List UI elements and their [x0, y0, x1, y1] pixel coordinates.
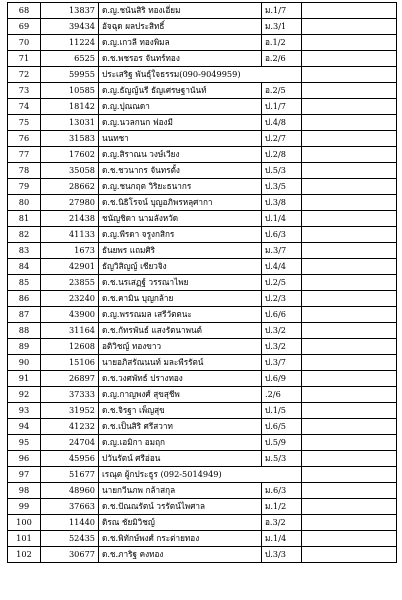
table-row	[8, 499, 397, 515]
blank-cell	[302, 323, 397, 339]
table-row	[8, 419, 397, 435]
table-row	[8, 371, 397, 387]
table-row	[8, 339, 397, 355]
table-row	[8, 275, 397, 291]
student-id-cell: 23855	[41, 275, 99, 291]
blank-cell	[302, 515, 397, 531]
table-row	[8, 307, 397, 323]
class-cell: ม.6/3	[262, 483, 302, 499]
class-cell: ป.1/7	[262, 99, 302, 115]
row-number-cell: 72	[8, 67, 41, 83]
blank-cell	[302, 371, 397, 387]
table-row	[8, 147, 397, 163]
class-cell: ม.1/7	[262, 3, 302, 19]
blank-cell	[302, 259, 397, 275]
table-row	[8, 99, 397, 115]
student-id-cell: 17602	[41, 147, 99, 163]
table-row	[8, 131, 397, 147]
student-name-cell: ด.ช.วงศพัทธ์ ปรางทอง	[99, 371, 262, 387]
student-name-cell: อัจฉุด ผลประสิทธิ์	[99, 19, 262, 35]
row-number-cell: 87	[8, 307, 41, 323]
table-row	[8, 115, 397, 131]
class-cell: อ.1/2	[262, 35, 302, 51]
row-number-cell: 89	[8, 339, 41, 355]
table-row	[8, 483, 397, 499]
student-table	[7, 2, 397, 563]
student-id-cell: 30677	[41, 547, 99, 563]
class-cell: ป.6/6	[262, 307, 302, 323]
student-id-cell: 26897	[41, 371, 99, 387]
student-id-cell: 41133	[41, 227, 99, 243]
blank-cell	[302, 339, 397, 355]
student-id-cell: 1673	[41, 243, 99, 259]
student-name-cell: ด.ญ.กาญพงศ์ สุขสุชีพ	[99, 387, 262, 403]
row-number-cell: 70	[8, 35, 41, 51]
table-row	[8, 19, 397, 35]
student-name-cell: ด.ญ.ปุณณดา	[99, 99, 262, 115]
class-cell: ป.4/8	[262, 115, 302, 131]
student-name-cell: ด.ญ.ชนันสิริ ทองเอี่ยม	[99, 3, 262, 19]
class-cell: ม.5/3	[262, 451, 302, 467]
table-row	[8, 179, 397, 195]
row-number-cell: 85	[8, 275, 41, 291]
row-number-cell: 71	[8, 51, 41, 67]
student-id-cell: 43900	[41, 307, 99, 323]
table-row	[8, 451, 397, 467]
blank-cell	[302, 547, 397, 563]
blank-cell	[302, 531, 397, 547]
student-name-cell: ชนัญชิดา นามลังหวัด	[99, 211, 262, 227]
student-id-cell: 15106	[41, 355, 99, 371]
student-name-cell: เรณุต ผู้กประธูร (092-5014949)	[99, 467, 302, 483]
student-name-cell: ด.ช.นรเสฏฐ์ วรรณาไพย	[99, 275, 262, 291]
class-cell: ป.2/3	[262, 291, 302, 307]
row-number-cell: 90	[8, 355, 41, 371]
table-row	[8, 163, 397, 179]
row-number-cell: 82	[8, 227, 41, 243]
table-row	[8, 323, 397, 339]
class-cell: ป.5/9	[262, 435, 302, 451]
blank-cell	[302, 179, 397, 195]
student-id-cell: 31164	[41, 323, 99, 339]
blank-cell	[302, 67, 397, 83]
student-id-cell: 59955	[41, 67, 99, 83]
student-name-cell: ด.ช.จิรฐา เพ็ญสุข	[99, 403, 262, 419]
row-number-cell: 98	[8, 483, 41, 499]
student-id-cell: 35058	[41, 163, 99, 179]
blank-cell	[302, 131, 397, 147]
student-id-cell: 41232	[41, 419, 99, 435]
class-cell: ม.1/4	[262, 531, 302, 547]
student-id-cell: 31952	[41, 403, 99, 419]
student-id-cell: 39434	[41, 19, 99, 35]
class-cell: ป.3/8	[262, 195, 302, 211]
student-id-cell: 11224	[41, 35, 99, 51]
blank-cell	[302, 99, 397, 115]
student-id-cell: 42901	[41, 259, 99, 275]
student-id-cell: 37333	[41, 387, 99, 403]
class-cell: ป.2/5	[262, 275, 302, 291]
class-cell: อ.2/5	[262, 83, 302, 99]
blank-cell	[302, 35, 397, 51]
blank-cell	[302, 467, 397, 483]
student-id-cell: 10585	[41, 83, 99, 99]
student-name-cell: นายกวีนภพ กล้าสกุล	[99, 483, 262, 499]
blank-cell	[302, 387, 397, 403]
row-number-cell: 80	[8, 195, 41, 211]
table-row	[8, 227, 397, 243]
table-row	[8, 355, 397, 371]
class-cell: ป.6/3	[262, 227, 302, 243]
student-name-cell: ด.ญ.นวลกนก ฟองมี	[99, 115, 262, 131]
row-number-cell: 83	[8, 243, 41, 259]
row-number-cell: 102	[8, 547, 41, 563]
table-row	[8, 67, 397, 83]
student-name-cell: ปวันรัตน์ ศรีอ่อน	[99, 451, 262, 467]
row-number-cell: 77	[8, 147, 41, 163]
class-cell: ม.3/7	[262, 243, 302, 259]
class-cell: ป.3/3	[262, 547, 302, 563]
blank-cell	[302, 3, 397, 19]
table-row	[8, 35, 397, 51]
student-name-cell: อติวิชญ์ ทองขาว	[99, 339, 262, 355]
class-cell: ป.1/4	[262, 211, 302, 227]
student-id-cell: 21438	[41, 211, 99, 227]
table-row	[8, 3, 397, 19]
student-name-cell: ด.ญ.ชนกฤต วิริยะธนากร	[99, 179, 262, 195]
student-id-cell: 51677	[41, 467, 99, 483]
table-row	[8, 515, 397, 531]
blank-cell	[302, 435, 397, 451]
blank-cell	[302, 307, 397, 323]
table-row	[8, 291, 397, 307]
row-number-cell: 92	[8, 387, 41, 403]
row-number-cell: 76	[8, 131, 41, 147]
student-id-cell: 18142	[41, 99, 99, 115]
row-number-cell: 93	[8, 403, 41, 419]
blank-cell	[302, 83, 397, 99]
table-row	[8, 531, 397, 547]
student-name-cell: ด.ช.กัทรพันธ์ แสงรัตนาพนต์	[99, 323, 262, 339]
class-cell: ป.3/7	[262, 355, 302, 371]
student-name-cell: ด.ช.คามิน บุญกล้าย	[99, 291, 262, 307]
student-name-cell: นายอภิสรัณนนท์ มละพีรรัตน์	[99, 355, 262, 371]
student-id-cell: 31583	[41, 131, 99, 147]
blank-cell	[302, 227, 397, 243]
class-cell: ป.3/5	[262, 179, 302, 195]
table-row	[8, 51, 397, 67]
blank-cell	[302, 403, 397, 419]
row-number-cell: 78	[8, 163, 41, 179]
blank-cell	[302, 211, 397, 227]
class-cell: อ.3/2	[262, 515, 302, 531]
blank-cell	[302, 147, 397, 163]
row-number-cell: 88	[8, 323, 41, 339]
row-number-cell: 75	[8, 115, 41, 131]
student-name-cell: ด.ญ.เกวลี ทองพิมล	[99, 35, 262, 51]
table-row	[8, 243, 397, 259]
class-cell: ม.1/2	[262, 499, 302, 515]
student-name-cell: ด.ญ.ธัญญ์นรี ธัญเศรษฐานันท์	[99, 83, 262, 99]
student-id-cell: 37663	[41, 499, 99, 515]
student-name-cell: ด.ช.ภาริฐ คงทอง	[99, 547, 262, 563]
class-cell: ม.3/1	[262, 19, 302, 35]
student-id-cell: 24704	[41, 435, 99, 451]
student-name-cell: ประเสริฐ พันธุ์ใจธรรม(090-9049959)	[99, 67, 302, 83]
student-id-cell: 13837	[41, 3, 99, 19]
blank-cell	[302, 115, 397, 131]
student-id-cell: 12608	[41, 339, 99, 355]
class-cell: ป.3/2	[262, 323, 302, 339]
student-id-cell: 45956	[41, 451, 99, 467]
row-number-cell: 69	[8, 19, 41, 35]
student-id-cell: 28662	[41, 179, 99, 195]
row-number-cell: 91	[8, 371, 41, 387]
blank-cell	[302, 243, 397, 259]
blank-cell	[302, 195, 397, 211]
blank-cell	[302, 499, 397, 515]
student-id-cell: 48960	[41, 483, 99, 499]
row-number-cell: 73	[8, 83, 41, 99]
table-row	[8, 83, 397, 99]
student-name-cell: ด.ช.พิทักษ์พงศ์ กระต่ายทอง	[99, 531, 262, 547]
student-name-cell: ด.ช.ชวนากร จันทรตั้ง	[99, 163, 262, 179]
student-id-cell: 23240	[41, 291, 99, 307]
student-id-cell: 13031	[41, 115, 99, 131]
blank-cell	[302, 451, 397, 467]
blank-cell	[302, 19, 397, 35]
row-number-cell: 99	[8, 499, 41, 515]
student-id-cell: 52435	[41, 531, 99, 547]
blank-cell	[302, 355, 397, 371]
student-name-cell: ธัญวิสิญญ์ เชียวจิง	[99, 259, 262, 275]
student-id-cell: 6525	[41, 51, 99, 67]
blank-cell	[302, 483, 397, 499]
student-name-cell: ธันยพร แถมศิริ	[99, 243, 262, 259]
blank-cell	[302, 51, 397, 67]
row-number-cell: 101	[8, 531, 41, 547]
table-row	[8, 403, 397, 419]
table-row	[8, 547, 397, 563]
class-cell: ป.4/4	[262, 259, 302, 275]
blank-cell	[302, 163, 397, 179]
table-row	[8, 467, 397, 483]
row-number-cell: 94	[8, 419, 41, 435]
row-number-cell: 95	[8, 435, 41, 451]
student-name-cell: ด.ญ.พีรดา จรูงกสิกร	[99, 227, 262, 243]
class-cell: ป.6/5	[262, 419, 302, 435]
blank-cell	[302, 419, 397, 435]
student-table-body	[8, 3, 397, 563]
row-number-cell: 81	[8, 211, 41, 227]
student-name-cell: ด.ญ.พรรณมล เสรีวัตตนะ	[99, 307, 262, 323]
class-cell: ป.2/8	[262, 147, 302, 163]
class-cell: ป.1/5	[262, 403, 302, 419]
blank-cell	[302, 275, 397, 291]
student-name-cell: ด.ญ.สิราณน วงษ์เวียง	[99, 147, 262, 163]
student-name-cell: ด.ญ.เอมิกา อมฤก	[99, 435, 262, 451]
class-cell: .2/6	[262, 387, 302, 403]
student-name-cell: ด.ช.นิธิโรจน์ บุญอภิพรหลุศากา	[99, 195, 262, 211]
row-number-cell: 84	[8, 259, 41, 275]
row-number-cell: 79	[8, 179, 41, 195]
class-cell: ป.3/2	[262, 339, 302, 355]
student-id-cell: 11440	[41, 515, 99, 531]
table-row	[8, 259, 397, 275]
row-number-cell: 96	[8, 451, 41, 467]
class-cell: อ.2/6	[262, 51, 302, 67]
table-row	[8, 195, 397, 211]
blank-cell	[302, 291, 397, 307]
row-number-cell: 68	[8, 3, 41, 19]
class-cell: ป.6/9	[262, 371, 302, 387]
row-number-cell: 97	[8, 467, 41, 483]
class-cell: ป.2/7	[262, 131, 302, 147]
table-row	[8, 435, 397, 451]
table-row	[8, 387, 397, 403]
student-id-cell: 27980	[41, 195, 99, 211]
class-cell: ป.5/3	[262, 163, 302, 179]
student-name-cell: นนทชา	[99, 131, 262, 147]
table-row	[8, 211, 397, 227]
row-number-cell: 74	[8, 99, 41, 115]
student-name-cell: ดิรณ ชัยมิวิชญ์	[99, 515, 262, 531]
row-number-cell: 100	[8, 515, 41, 531]
row-number-cell: 86	[8, 291, 41, 307]
student-name-cell: ด.ช.ปัณณรัตน์ วรรัตน์ไพศาล	[99, 499, 262, 515]
student-name-cell: ด.ช.เป็นสิริ ศรีสวาท	[99, 419, 262, 435]
student-name-cell: ด.ช.พชรอร จันทร์ทอง	[99, 51, 262, 67]
